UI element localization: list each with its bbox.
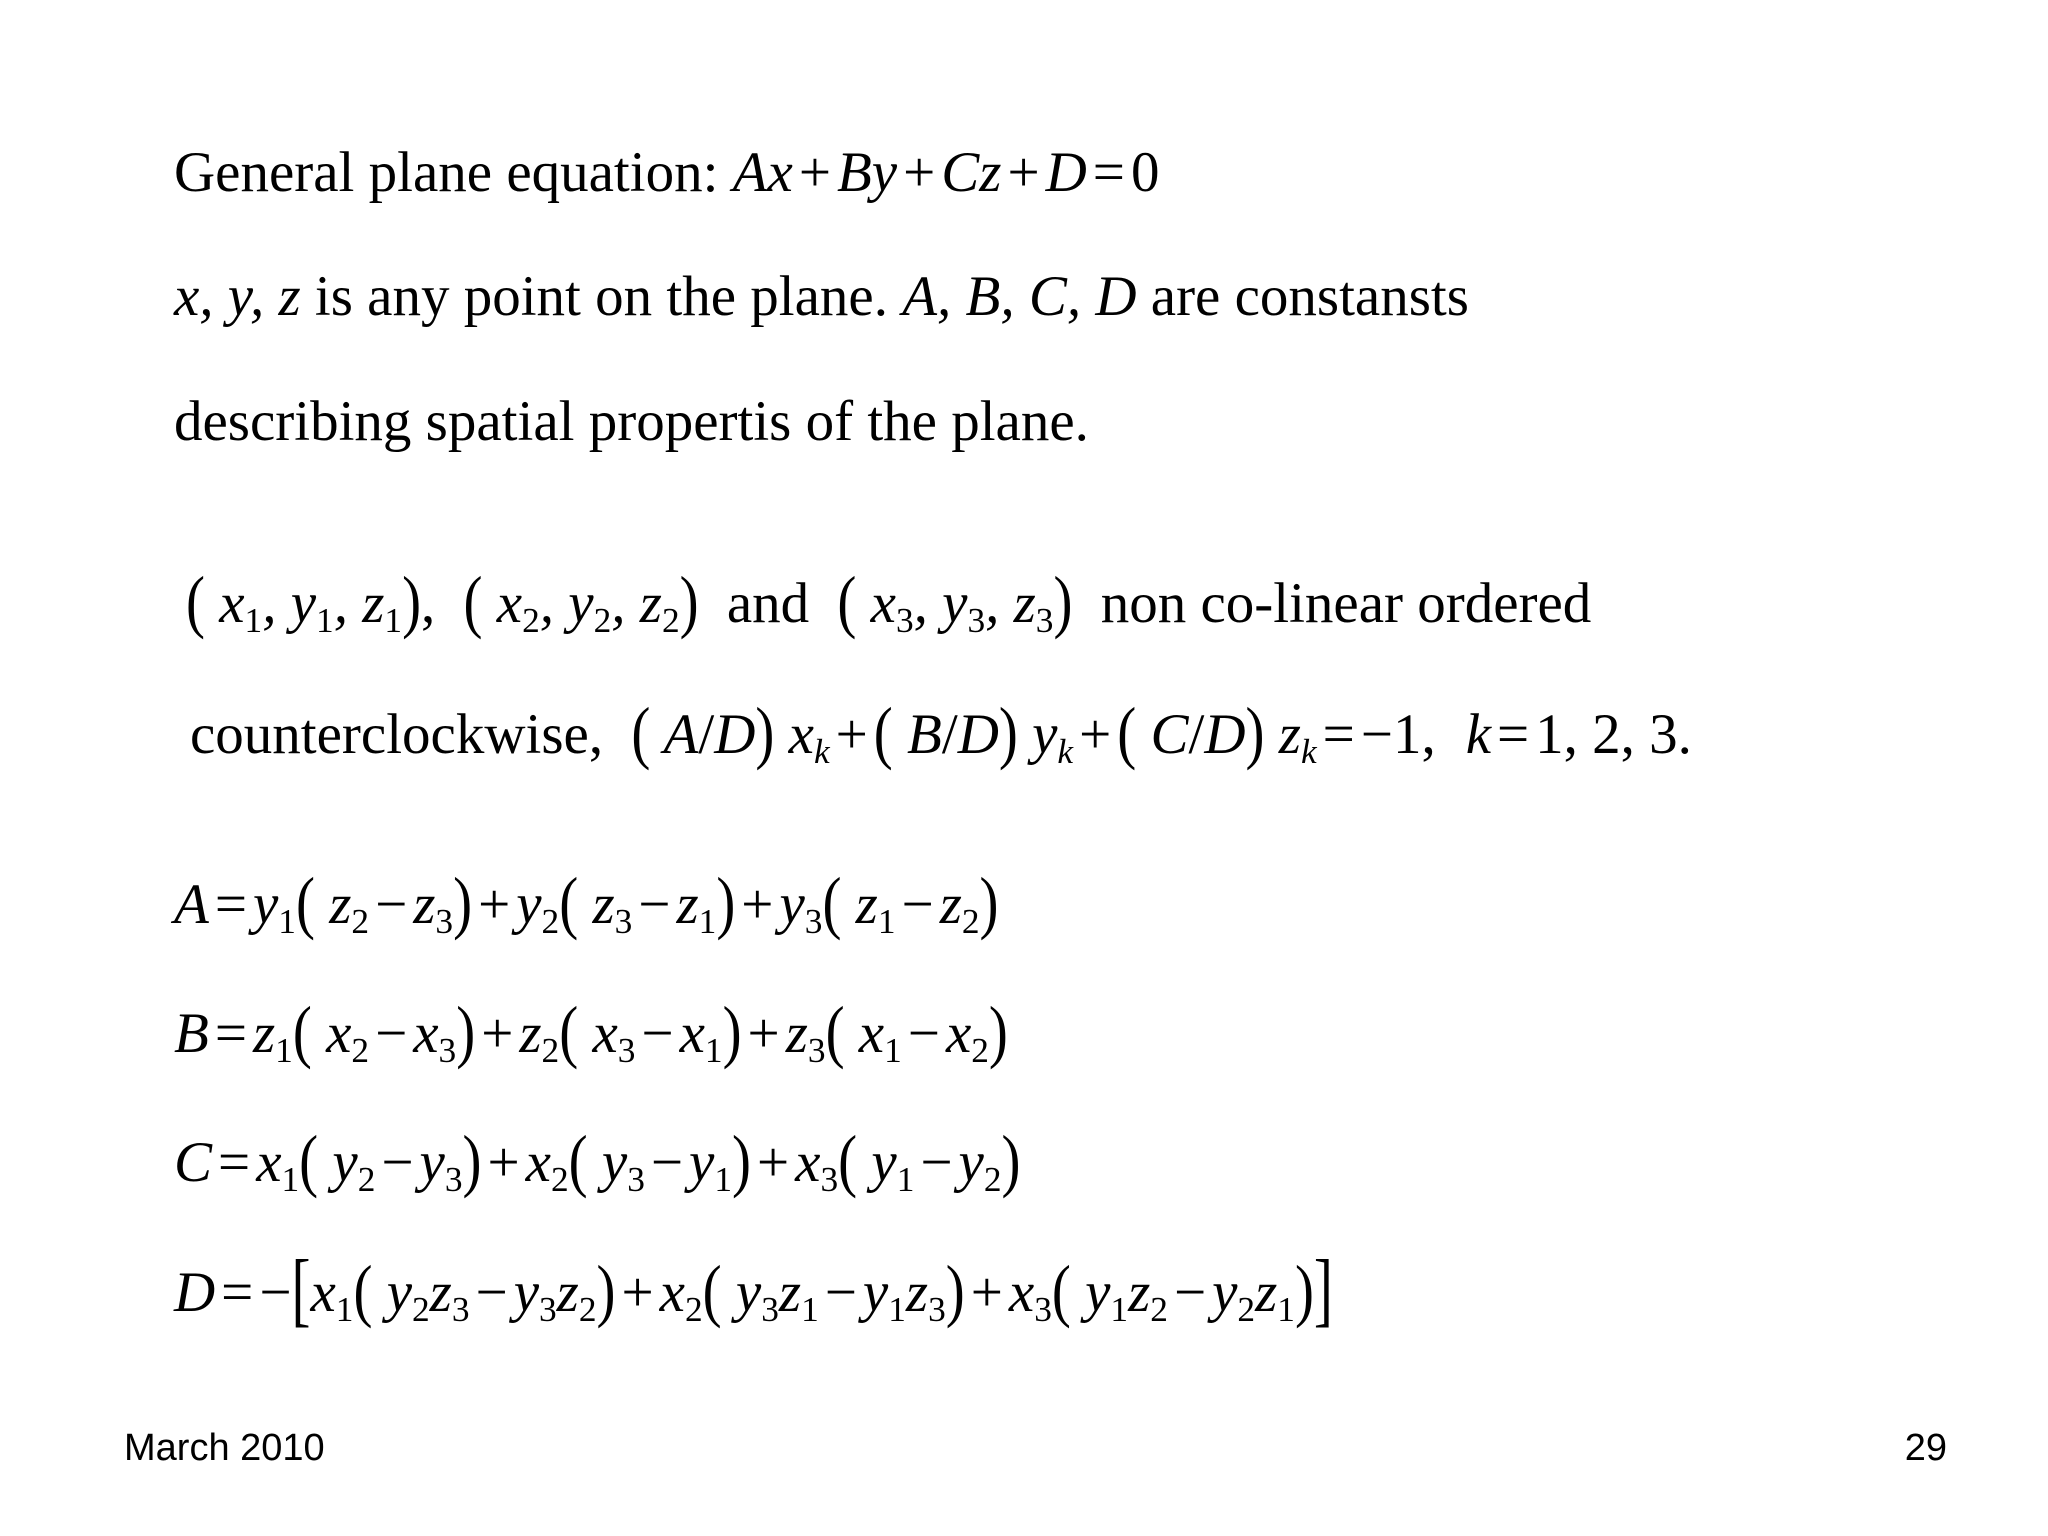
equation-c-label: C (174, 1131, 213, 1194)
k-variable: k (1465, 703, 1492, 766)
spatial-description-line: describing spatial propertis of the plane. (174, 390, 1089, 453)
non-colinear-text: non co-linear ordered (1100, 572, 1592, 635)
point-3: ( $x_3$, $y_3$, $z_3$) (837, 563, 1073, 641)
k-values: 1, 2, 3. (1535, 703, 1692, 766)
plane-equation-formula: Ax + By + Cz + D = 0 (732, 141, 1160, 204)
plane-equation-label: General plane equation: (174, 141, 733, 204)
and-word: and (726, 572, 810, 635)
equation-a: $A = y_1$( $z_2 - z_3) + y_2$( $z_3 - z_1) + y_3$( $z_1 - z_2$) (174, 864, 999, 942)
point-2: ( $x_2$, $y_2$, $z_2$) (463, 563, 699, 641)
equation-a-label: A (174, 873, 209, 936)
equation-b-label: B (174, 1002, 209, 1065)
counterclockwise-text: counterclockwise, (190, 703, 604, 766)
normalized-equation: ( A/D) $x_k$ + ( B/D) $y_k$ + ( C/D) $z_k$ = (631, 694, 1355, 772)
equation-d: $D = -[x_1$( $y_2z_3 - y_3z_2) + x_2$( $y_3z_1 - y_1z_3) + x_3$( $y_1z_2 - y_2z_1$)] (174, 1244, 1333, 1336)
equation-rhs: −1, (1360, 703, 1436, 766)
normalized-equation-line: counterclockwise, ( A/D) $x_k$ + ( B/D) $y_k$ + ( C/D) $z_k = -1$, k = 1, 2, 3. (190, 694, 1692, 772)
plane-equation-line (174, 138, 1159, 208)
constant-variables: A, B, C, D (902, 265, 1137, 328)
footer-date: March 2010 (124, 1427, 325, 1469)
footer-page-number: 29 (1904, 1427, 1947, 1469)
point-1: ( $x_1$, $y_1$, $z_1$) (186, 563, 422, 641)
three-points-line: ( $x_1$, $y_1$, $z_1$), ( $x_2$, $y_2$, $z_2$) and ( $x_3$, $y_3$, $z_3$) non co-linear ordered (186, 563, 1592, 641)
equation-c: $C = x_1$( $y_2 - y_3) + x_2$( $y_3 - y_1) + x_3$( $y_1 - y_2$) (174, 1122, 1021, 1200)
constants-description-text: are constansts (1136, 265, 1469, 328)
equation-b: $B = z_1$( $x_2 - x_3) + z_2$( $x_3 - x_1) + z_3$( $x_1 - x_2$) (174, 993, 1008, 1071)
equation-d-label: D (174, 1261, 216, 1324)
point-variables: x, y, z (174, 265, 301, 328)
point-description-line (174, 262, 1469, 332)
point-description-text: is any point on the plane. (300, 265, 903, 328)
